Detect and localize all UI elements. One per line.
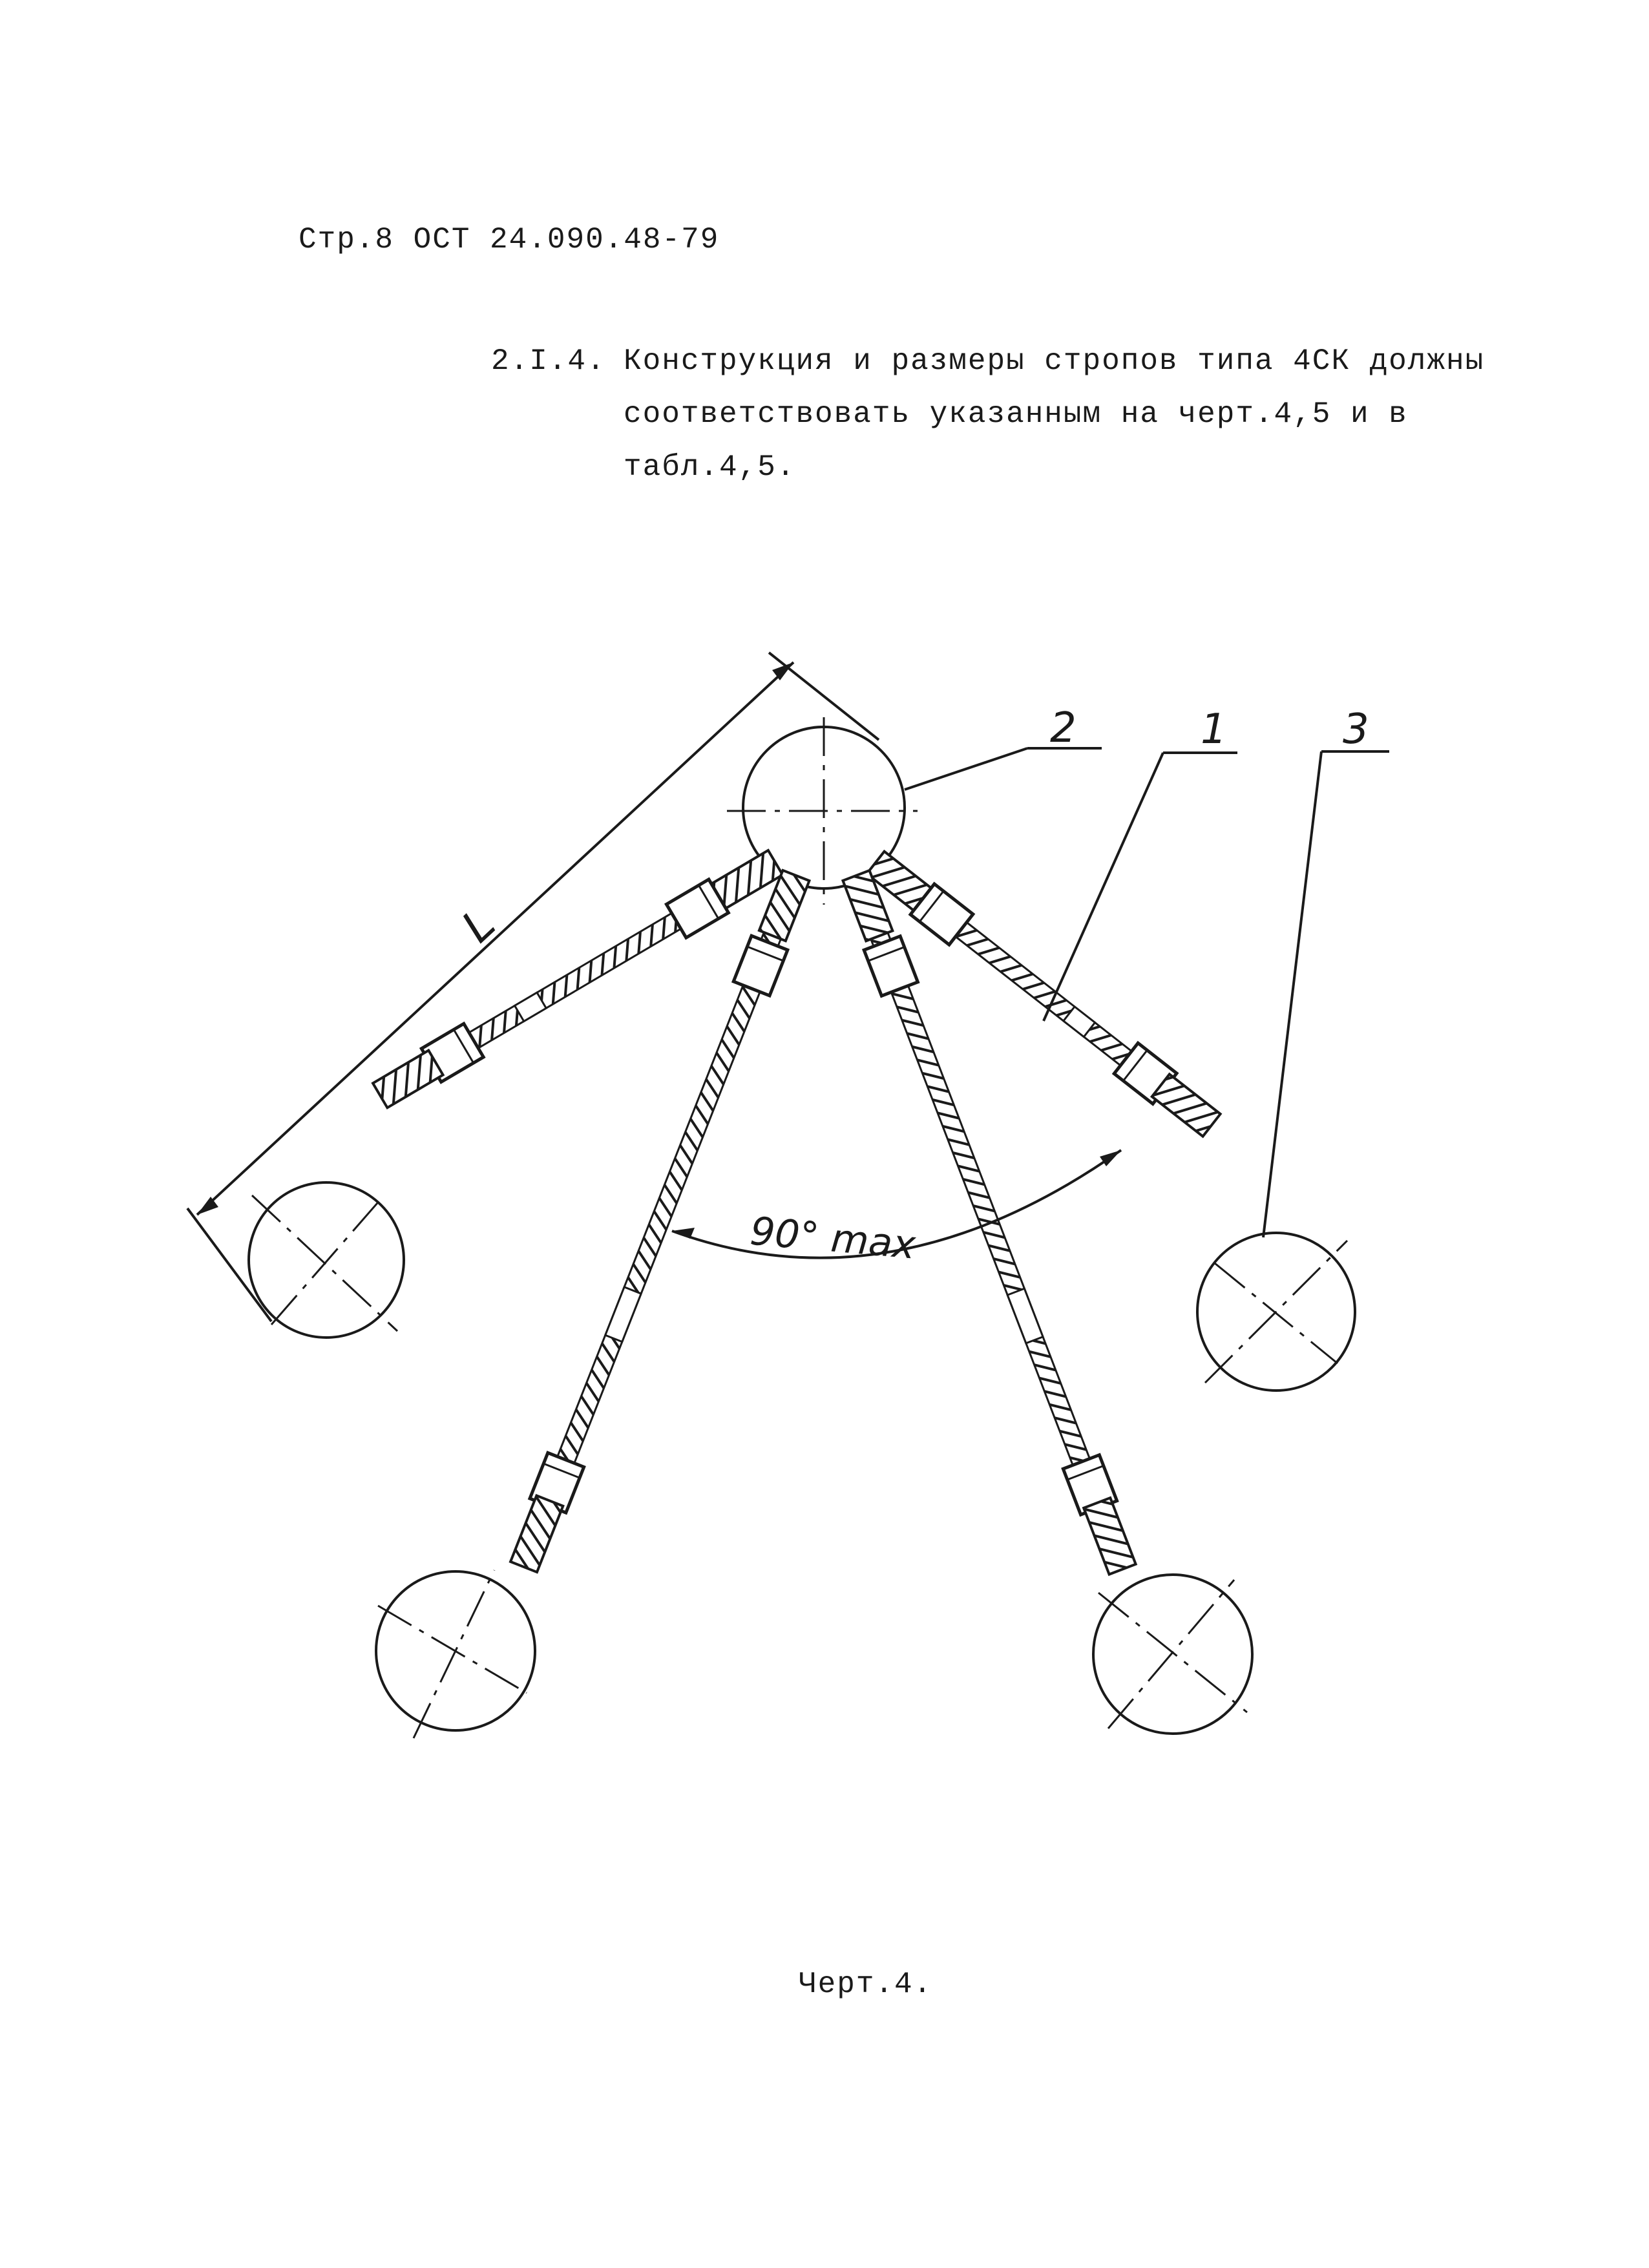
end-link-left-bottom [376, 1570, 535, 1738]
clause-line-1: Конструкция и размеры стропов типа 4СК должны [624, 344, 1485, 378]
sling-branch-right-top [864, 847, 1224, 1140]
angle-label: 90° max [748, 1208, 918, 1268]
end-link-left-top [249, 1182, 404, 1338]
sling-drawing [0, 582, 1649, 1971]
callout-2-label: 2 [1050, 704, 1077, 752]
callout-3 [1263, 751, 1389, 1237]
callout-1-label: 1 [1201, 706, 1227, 753]
clause-text [624, 335, 1632, 494]
dimension-L-label: L [452, 898, 505, 953]
page-header: Стр.8 ОСТ 24.090.48-79 [299, 223, 720, 257]
clause-line-3: табл.4,5. [624, 450, 796, 484]
end-link-right-top [1197, 1233, 1355, 1391]
callout-3-label: 3 [1343, 706, 1369, 753]
callout-2 [905, 748, 1102, 790]
callout-1 [1044, 753, 1237, 1021]
figure-caption: Черт.4. [799, 1968, 933, 2001]
clause-line-2: соответствовать указанным на черт.4,5 и в [624, 397, 1408, 431]
clause-number: 2.I.4. [491, 344, 606, 378]
end-link-right-bottom [1093, 1575, 1252, 1734]
